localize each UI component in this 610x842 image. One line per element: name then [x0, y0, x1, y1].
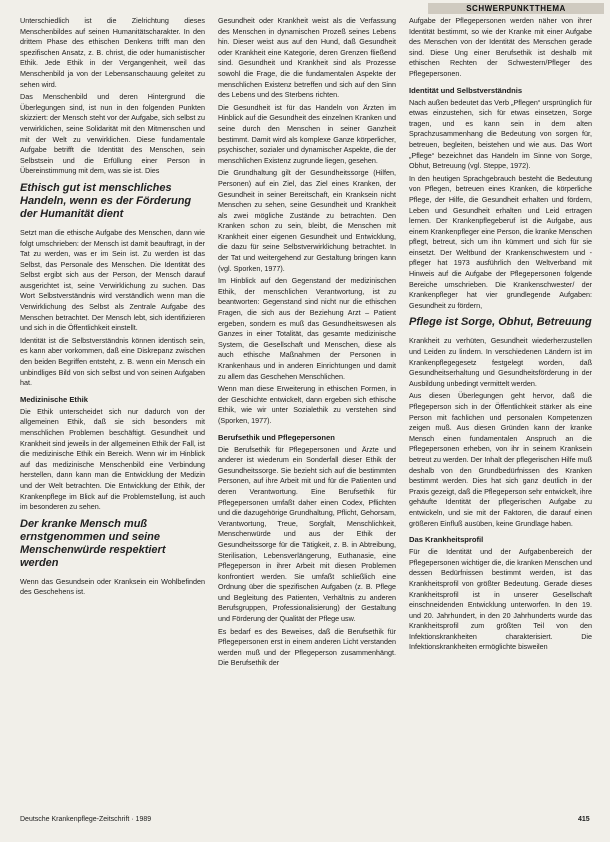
paragraph: In den heutigen Sprachgebrauch besteht die Bedeutung von Pflegen, betreuen eines Kranken, die körperliche Pflege, der Hilfe, die Gesundheit erhalten und fördern, Leben und Gesundheit erhalten und Leid ertragen lernen. Der Krankenpflegeberuf ist die Aufgabe, aus einem Krankenpfleger eine Person, die kranke Menschen pflegt, betreut, sich um ihn kümmert und sich für sie einsetzt. Der Weltbund der Krankenschwestern und -pfleger hat 1973 ausführlich den Weltverband mit Hinweis auf die Aufgabe der Pflegepersonen folgende Bereiche umschrieben. Die Krankenschwester/ der Krankenpfleger hat vier grundlegende Aufgaben: Gesundheit zu fördern, [409, 173, 592, 310]
paragraph: Krankheit zu verhüten, Gesundheit wiederherzustellen und Leiden zu lindern. In verschiedenen Ländern ist im Krankenpflegegesetz festgelegt worden, daß Gesundheitserhaltung und Gesundheitsförderung in der Ausbildung unbedingt vermittelt werden. [409, 336, 592, 388]
page-number: 415 [578, 816, 590, 823]
subheading: Medizinische Ethik [20, 394, 88, 404]
paragraph: Aus diesen Überlegungen geht hervor, daß die Pflegeperson sich in der Öffentlichkeit stärker als eine Person mit fachlichen und personalen Kompetenzen zeigen muß. Aus diesen Gründen kann der kranke Mensch einen fundamentalen Anspruch an die Pflegepersonen erheben, von ihr in seinem Kranksein betreut zu werden. Der Inhalt der pflegerischen Hilfe muß deshalb von den Grundbedürfnissen des Kranken bestimmt werden. Dies hat sich ganz deutlich in der Praxis gezeigt, daß die Pflegeperson sehr entwickelt, ihre gehäufte Identität der pflegerischen Aufgabe zu entwickeln, und sie mit der Faktoren, die darauf einen größeren Einfluß ausüben, keine Grundlage haben. [409, 391, 592, 528]
section-heading: Der kranke Mensch muß ernstgenommen und seine Menschenwürde respektiert werden [20, 517, 166, 569]
footer-source: Deutsche Krankenpflege-Zeitschrift · 1989 [20, 816, 152, 823]
column-1 [20, 16, 205, 600]
column-2 [218, 16, 396, 671]
paragraph: Unterschiedlich ist die Zielrichtung dieses Menschenbildes auf seinen Humanitätscharakter. In den drittem Phase des ethischen Denkens trifft man den spezifischen Ansatz, z. B. christ, die oder humanistischer Ethik. Jede Ethik in der Vergangenheit, weil das Menschenbild ja von der Lebensanschauung geleitet zu sehen wird. [20, 16, 205, 89]
running-head: SCHWERPUNKTTHEMA [428, 3, 604, 14]
paragraph: Das Menschenbild und deren Hintergrund die Überlegungen sind, ist nun in den folgenden Punkten skizziert: der Mensch steht vor der Aufgabe, sich selbst zu verwirklichen, seine Solidarität mit den Mitmenschen und mit der Welt zu verwirklichen. Diese fundamentale Aufgabe betrifft die Identität des Menschen, sein Selbstsein und die Erfüllung einer Person in Übereinstimmung mit dem, was sie ist. Dies [20, 92, 205, 176]
paragraph: Die Gesundheit ist für das Handeln von Ärzten im Hinblick auf die Gesundheit des einzelnen Kranken und seine durch den Menschen in seiner Ganzheit bestimmt. Damit wird als komplexe Ganze körperlicher, psychischer, sozialer und dynamischer Aspekte, die der menschlichen Existenz zugrunde liegen, gesehen. [218, 102, 396, 165]
subheading: Das Krankheitsprofil [409, 535, 484, 545]
paragraph: Nach außen bedeutet das Verb „Pflegen“ ursprünglich für etwas einzustehen, sich für etwas einsetzen, Sorge tragen, und es kann sein in dem alten Sprachzusammenhang die Bedeutung von sorgen für, betreuen, begleiten, beistehen und wie aus. Das Wort „Pflege“ bezeichnet das Handeln im Sinne von Sorge, Obhut, Betreuung (vgl. Steppe, 1972). [409, 97, 592, 171]
paragraph: Für die Identität und der Aufgabenbereich der Pflegepersonen wichtiger die, die kranken Menschen und dessen Bedürfnissen bestimmt werden, ist das Krankheitsprofil von größter Bedeutung. Gerade dieses Krankheitsprofil ist in unserer Gesellschaft einschneidenden Entwicklung unterworfen. In den 19. und 20. Jahrhundert, in den 20 Jahrhunderts wurde das Krankheitsprofil zum größten Teil von den Infektionskrankheiten charakterisiert. Die Infektionskrankheiten ermöglichte bisweilen [409, 547, 592, 652]
paragraph: Die Berufsethik für Pflegepersonen und Ärzte und anderer ist wiederum ein Sonderfall dieser Ethik der Gesundheitssorge. Sie bezieht sich auf die bestimmten Personen, auf ihre Arbeit mit und für die Patienten und deren Verantwortung. Eine Berufsethik für Pflegepersonen umfaßt daher einen Codex, Pflichten und die dazugehörige Grundhaltung, Pflicht, Gehorsam, Verantwortung, Treue, Sorgfalt, Menschlichkeit, Menschenwürde und aus der Ethik der Gesundheitssorge für die Tätigkeit, z. B. in Abtreibung, Sterilisation, Lebensverlängerung, Euthanasie, eine Pflegeperson in ihrer Arbeit mit diesen Problemen konfrontiert werden. Sie umfaßt schließlich eine Ordnung über die spezifischen Aufgaben (z. B. Pflege und Begleitung des Patienten, Verhältnis zu anderen Berufsgruppen, Professionalisierung) der Gestaltung und Förderung der Qualität der Pflege usw. [218, 444, 396, 624]
subheading: Berufsethik und Pflegepersonen [218, 432, 335, 442]
paragraph: Im Hinblick auf den Gegenstand der medizinischen Ethik, der menschlichen Verantwortung, ist zu beantworten: Gegenstand sind nicht nur die ethischen Fragen, die sich aus der Beziehung Arzt – Patient ergeben, sondern es muß das Gesundheitswesen als Ganzes in einer Totalität, das gesamte medizinische System, die Gesellschaft und Menschen, diese als auch ethische Maßnahmen der Personen in Krankenhaus und in anderen Einrichtungen und damit zu allem das Geschehen Menschlichen. [218, 276, 396, 381]
paragraph: Gesundheit oder Krankheit weist als die Verfassung des Menschen in dynamischen Prozeß seines Lebens hin. Dieser weist aus auf den Hund, daß Gesundheit oder Krankheit eine Kategorie, deren Grenzen fließend sind. Gesundheit und Krankheit sind als Prozesse sowohl die Frage, die die fundamentalen Aspekte der menschlichen Existenz betreffen und sich auf den Sinn des Lebens und des Sterbens richten. [218, 16, 396, 100]
section-heading: Pflege ist Sorge, Obhut, Betreuung [409, 316, 592, 329]
paragraph: Setzt man die ethische Aufgabe des Menschen, dann wie folgt umschrieben: der Mensch ist damit beauftragt, in der Tat zu werden, was er im Sein ist. Zu werden ist das Selbst, das Personale des Menschen. Die Identität des Selbst ergibt sich aus der Person, der Mensch darauf ausgerichtet ist, seine Verwirklichung zu suchen. Das Wort Selbstverständnis wird verständlich wenn man die Verwirklichung des Selbst als Zentrale Aufgabe des Menschen betrachtet. Der Mensch lebt, sich identifizieren und sich in die Öffentlichkeit einstellt. [20, 227, 205, 333]
subheading: Identität und Selbstverständnis [409, 85, 523, 95]
paragraph: Die Ethik unterscheidet sich nur dadurch von der allgemeinen Ethik, daß sie sich besonders mit menschlichen Problemen beschäftigt. Gesundheit und Krankheit sind jeweils in der allgemeinen Ethik der Fall, ist die medizinische Ethik ein Bereich. Wenn wir im Hinblick auf das medizinische Menschenbild eine Verbindung herstellen, dann kann man die Entwicklung der Medizin und der Welt betrachten. Die Entwicklung der Ethik, der Krankenpflege im Blick auf die Problemstellung, ist auch im besonderen zu sehen. [20, 406, 205, 512]
paragraph: Die Grundhaltung gilt der Gesundheitssorge (Hilfen, Personen) auf ein Ziel, das Ziel eines Kranken, der Gesundheit in seiner Bereitschaft, ein Kranksein nicht Menschen zu sehen, seine Gesundheit und Krankheit als zwei mögliche Zustände zu betrachten. Den Kranken schon zu sein, bleibt, die Menschen mit Krankheit einer eigenen Gesundheit und Entwicklung, die dazu für seine Selbstverwirklichung betrachtet. In der Tat und weitergehend zur Gestaltung bringen kann (vgl. Sporken, 1977). [218, 168, 396, 273]
paragraph: Es bedarf es des Beweises, daß die Berufsethik für Pflegepersonen erst in einem anderen Licht verstanden werden muß und der Pflegeperson zusammenhängt. Die Berufsethik der [218, 626, 396, 668]
section-heading: Ethisch gut ist menschliches Handeln, wenn es der Förderung der Humanität dient [20, 181, 192, 220]
paragraph: Wenn man diese Erweiterung in ethischen Formen, in der Geschichte entwickelt, dann ergeben sich ethische Ethik, wie wir unter Sozialethik zu verstehen sind (Sporken, 1977). [218, 384, 396, 425]
column-3 [409, 16, 592, 655]
paragraph: Aufgabe der Pflegepersonen werden näher von ihrer Identität bestimmt, so wie der Kranke mit einer Aufgabe des Menschen von der Identität des Menschen gerade sind. Diese Ung einer Berufsethik ist deshalb mit ethischen Rechten der Schwestern/Pfleger des Pflegepersonen. [409, 16, 592, 78]
paragraph: Wenn das Gesundsein oder Kranksein ein Wohlbefinden des Geschehens ist. [20, 576, 205, 597]
paragraph: Identität ist die Selbstverständnis können identisch sein, es kann aber vorkommen, daß eine Diskrepanz zwischen den beiden Begriffen entsteht, z. B. wenn ein Mensch ein unbindliges Bild von sich selbst und von seinen Aufgaben hat. [20, 335, 205, 388]
